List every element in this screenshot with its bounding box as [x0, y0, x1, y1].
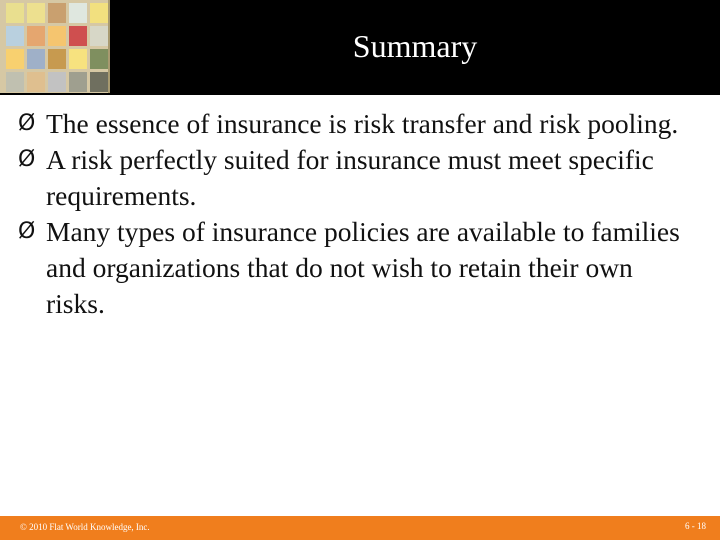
logo-tile: [69, 3, 87, 23]
bullet-list: [18, 106, 698, 322]
logo-tile: [69, 26, 87, 46]
logo-tile: [27, 26, 45, 46]
slide-number: 6 - 18: [685, 521, 706, 531]
logo-tile: [69, 72, 87, 92]
logo-tile-grid: [6, 3, 108, 92]
logo-tile: [69, 49, 87, 69]
logo-tile: [6, 72, 24, 92]
bullet-text: A risk perfectly suited for insurance must meet specific requirements.: [46, 144, 654, 211]
logo-tile: [90, 72, 108, 92]
logo-tile: [90, 3, 108, 23]
slide-title: Summary: [352, 28, 478, 64]
slide-header: [0, 0, 720, 95]
bullet-arrow-icon: Ø: [18, 111, 36, 136]
logo-tile: [48, 72, 66, 92]
copyright-text: © 2010 Flat World Knowledge, Inc.: [20, 522, 150, 532]
bullet-text: The essence of insurance is risk transfer and risk pooling.: [46, 108, 679, 139]
logo-tile: [27, 72, 45, 92]
logo-tile: [48, 49, 66, 69]
logo-tile: [27, 49, 45, 69]
bullet-item: [18, 106, 698, 142]
logo-tile: [90, 49, 108, 69]
bullet-arrow-icon: Ø: [18, 219, 36, 244]
logo-tile: [90, 26, 108, 46]
logo-tile: [27, 3, 45, 23]
bullet-text: Many types of insurance policies are available to families and organizations that do not wish to retain their own risks.: [46, 216, 680, 319]
logo-tile: [48, 26, 66, 46]
logo-tile: [6, 3, 24, 23]
logo-tile: [48, 3, 66, 23]
bullet-item: [18, 142, 698, 214]
logo-tile: [6, 49, 24, 69]
slide-footer: [0, 516, 720, 540]
bullet-arrow-icon: Ø: [18, 147, 36, 172]
logo-image: [0, 0, 110, 93]
bullet-item: [18, 214, 698, 322]
logo-tile: [6, 26, 24, 46]
